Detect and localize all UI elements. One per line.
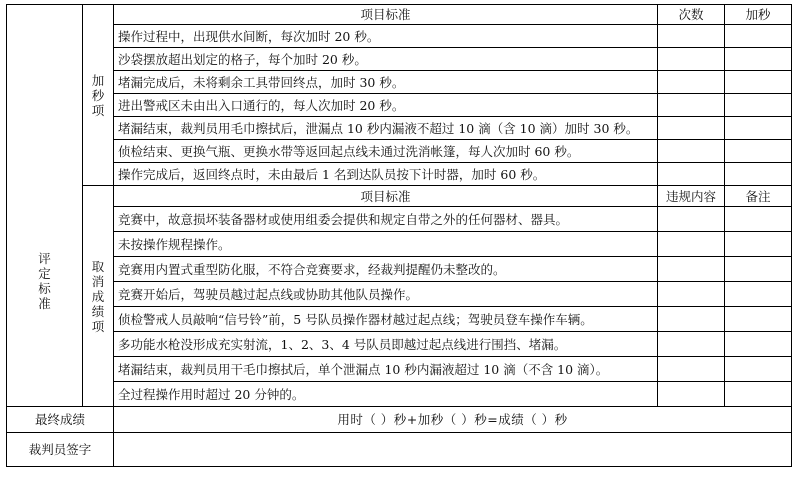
add-char: 加 (91, 72, 105, 88)
eval-char: 评 (38, 250, 51, 266)
cancel-item-text: 多功能水枪没形成充实射流，1、2、3、4 号队员即越过起点线进行围挡、堵漏。 (114, 332, 658, 357)
judge-sign-row (7, 433, 792, 467)
cancel-char: 成 (91, 288, 105, 304)
add-cell[interactable] (725, 140, 792, 163)
cancel-item-text: 竞赛开始后，驾驶员越过起点线或协助其他队员操作。 (114, 282, 658, 307)
note-cell[interactable] (725, 207, 792, 232)
note-header: 备注 (725, 186, 792, 207)
final-score-row (7, 407, 792, 433)
count-cell[interactable] (658, 94, 725, 117)
eval-char: 准 (38, 295, 51, 311)
add-item-row (7, 117, 792, 140)
cancel-char: 绩 (91, 303, 105, 319)
note-cell[interactable] (725, 282, 792, 307)
score-table (6, 4, 792, 467)
cancel-item-text: 堵漏结束，裁判员用干毛巾擦拭后，单个泄漏点 10 秒内漏液超过 10 滴（不含 10 滴）。 (114, 357, 658, 382)
violation-cell[interactable] (658, 357, 725, 382)
add-item-row (7, 94, 792, 117)
cancel-item-text: 竞赛用内置式重型防化服，不符合竞赛要求，经裁判提醒仍未整改的。 (114, 257, 658, 282)
violation-cell[interactable] (658, 232, 725, 257)
note-cell[interactable] (725, 232, 792, 257)
cancel-item-row (7, 207, 792, 232)
count-cell[interactable] (658, 117, 725, 140)
eval-char: 标 (38, 280, 51, 296)
cancel-item-row (7, 307, 792, 332)
add-item-row (7, 163, 792, 186)
eval-standard-label (7, 5, 83, 407)
count-header: 次数 (658, 5, 725, 25)
add-item-text: 堵漏结束，裁判员用毛巾擦拭后，泄漏点 10 秒内漏液不超过 10 滴（含 10 滴）加时 30 秒。 (114, 117, 658, 140)
add-seconds-label (83, 5, 114, 186)
cancel-score-label (83, 186, 114, 407)
cancel-item-text: 未按操作规程操作。 (114, 232, 658, 257)
violation-header: 违规内容 (658, 186, 725, 207)
violation-cell[interactable] (658, 307, 725, 332)
eval-char: 定 (38, 265, 51, 281)
add-cell[interactable] (725, 94, 792, 117)
cancel-item-row (7, 382, 792, 407)
add-cell[interactable] (725, 25, 792, 48)
add-item-text: 侦检结束、更换气瓶、更换水带等返回起点线未通过洗消帐篷，每人次加时 60 秒。 (114, 140, 658, 163)
judge-sign-field[interactable] (114, 433, 792, 467)
cancel-item-row (7, 257, 792, 282)
add-header-row (7, 5, 792, 25)
count-cell[interactable] (658, 71, 725, 94)
note-cell[interactable] (725, 307, 792, 332)
note-cell[interactable] (725, 382, 792, 407)
violation-cell[interactable] (658, 282, 725, 307)
cancel-header-row (7, 186, 792, 207)
judge-sign-label: 裁判员签字 (7, 433, 114, 467)
cancel-char: 取 (91, 258, 105, 274)
add-char: 秒 (91, 87, 105, 103)
final-score-label: 最终成绩 (7, 407, 114, 433)
note-cell[interactable] (725, 257, 792, 282)
note-cell[interactable] (725, 357, 792, 382)
count-cell[interactable] (658, 140, 725, 163)
add-cell[interactable] (725, 117, 792, 140)
add-item-text: 进出警戒区未由出入口通行的，每人次加时 20 秒。 (114, 94, 658, 117)
add-cell[interactable] (725, 48, 792, 71)
cancel-item-row (7, 282, 792, 307)
standard-header: 项目标准 (114, 5, 658, 25)
add-item-text: 操作完成后，返回终点时，未由最后 1 名到达队员按下计时器，加时 60 秒。 (114, 163, 658, 186)
add-item-text: 堵漏完成后，未将剩余工具带回终点，加时 30 秒。 (114, 71, 658, 94)
add-item-text: 沙袋摆放超出划定的格子，每个加时 20 秒。 (114, 48, 658, 71)
count-cell[interactable] (658, 48, 725, 71)
violation-cell[interactable] (658, 382, 725, 407)
add-header: 加秒 (725, 5, 792, 25)
violation-cell[interactable] (658, 332, 725, 357)
standard-header: 项目标准 (114, 186, 658, 207)
add-item-row (7, 140, 792, 163)
cancel-char: 项 (91, 318, 105, 334)
count-cell[interactable] (658, 163, 725, 186)
add-item-text: 操作过程中，出现供水间断，每次加时 20 秒。 (114, 25, 658, 48)
cancel-char: 消 (91, 273, 105, 289)
final-score-formula[interactable]: 用时（ ）秒+加秒（ ）秒=成绩（ ）秒 (114, 407, 792, 433)
count-cell[interactable] (658, 25, 725, 48)
add-char: 项 (91, 102, 105, 118)
cancel-item-row (7, 232, 792, 257)
cancel-item-text: 全过程操作用时超过 20 分钟的。 (114, 382, 658, 407)
add-cell[interactable] (725, 71, 792, 94)
cancel-item-row (7, 357, 792, 382)
add-item-row (7, 48, 792, 71)
add-cell[interactable] (725, 163, 792, 186)
note-cell[interactable] (725, 332, 792, 357)
add-item-row (7, 25, 792, 48)
violation-cell[interactable] (658, 257, 725, 282)
cancel-item-text: 侦检警戒人员敲响“信号铃”前，5 号队员操作器材越过起点线；驾驶员登车操作车辆。 (114, 307, 658, 332)
violation-cell[interactable] (658, 207, 725, 232)
cancel-item-text: 竞赛中，故意损坏装备器材或使用组委会提供和规定自带之外的任何器材、器具。 (114, 207, 658, 232)
add-item-row (7, 71, 792, 94)
cancel-item-row (7, 332, 792, 357)
